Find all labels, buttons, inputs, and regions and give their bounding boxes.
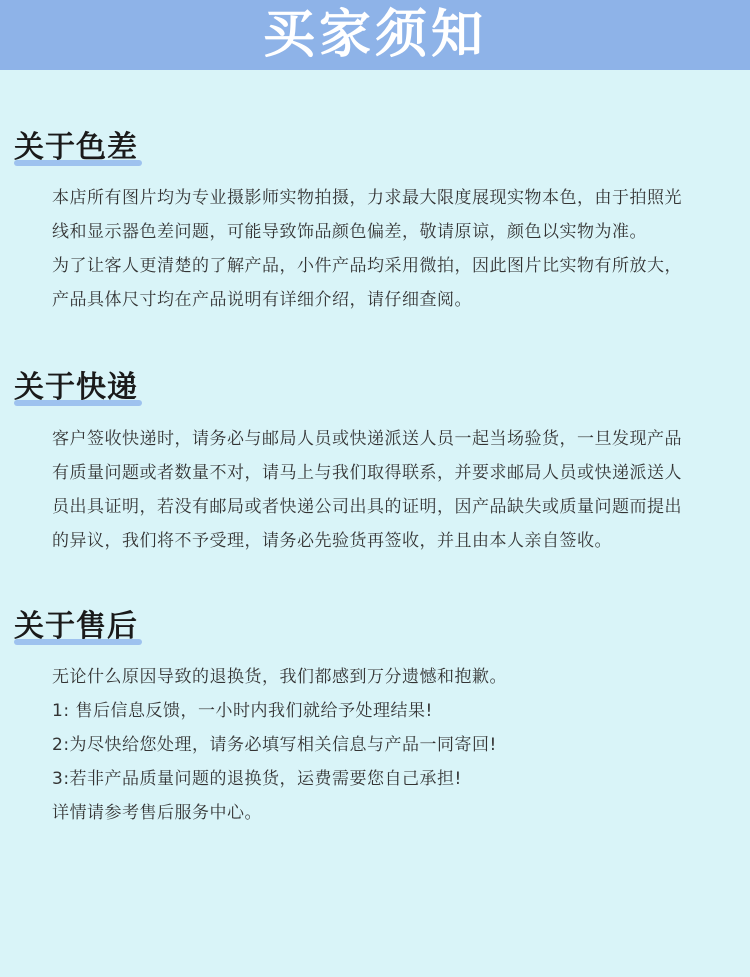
- section-title-color-difference: 关于色差: [14, 130, 138, 165]
- paragraph: 客户签收快递时，请务必与邮局人员或快递派送人员一起当场验货，一旦发现产品有质量问题或者数量不对，请马上与我们取得联系，并要求邮局人员或快递派送人员出具证明，若没有邮局或者快递公司出具的证明，因产品缺失或质量问题而提出的异议，我们将不予受理，请务必先验货再签收，并且由本人亲自签收。: [52, 429, 682, 551]
- section-title-after-sales: 关于售后: [14, 609, 138, 644]
- paragraph: 本店所有图片均为专业摄影师实物拍摄，力求最大限度展现实物本色，由于拍照光线和显示器色差问题，可能导致饰品颜色偏差，敬请原谅，颜色以实物为准。: [52, 188, 682, 242]
- paragraph: 详情请参考售后服务中心。: [52, 803, 262, 823]
- section-heading: [14, 130, 138, 166]
- header-banner: [0, 0, 750, 70]
- section-body: [52, 422, 697, 558]
- section-heading: [14, 370, 138, 406]
- page-title: 买家须知: [262, 5, 487, 65]
- section-body: [52, 660, 697, 830]
- section-body: [52, 181, 697, 317]
- list-item: 2:为尽快给您处理，请务必填写相关信息与产品一同寄回!: [52, 735, 497, 755]
- section-title-express: 关于快递: [14, 370, 138, 405]
- paragraph: 无论什么原因导致的退换货，我们都感到万分遗憾和抱歉。: [52, 667, 507, 687]
- section-heading: [14, 609, 138, 645]
- paragraph: 为了让客人更清楚的了解产品，小件产品均采用微拍，因此图片比实物有所放大，产品具体尺寸均在产品说明有详细介绍，请仔细查阅。: [52, 256, 682, 310]
- list-item: 1: 售后信息反馈，一小时内我们就给予处理结果!: [52, 701, 433, 721]
- list-item: 3:若非产品质量问题的退换货，运费需要您自己承担!: [52, 769, 462, 789]
